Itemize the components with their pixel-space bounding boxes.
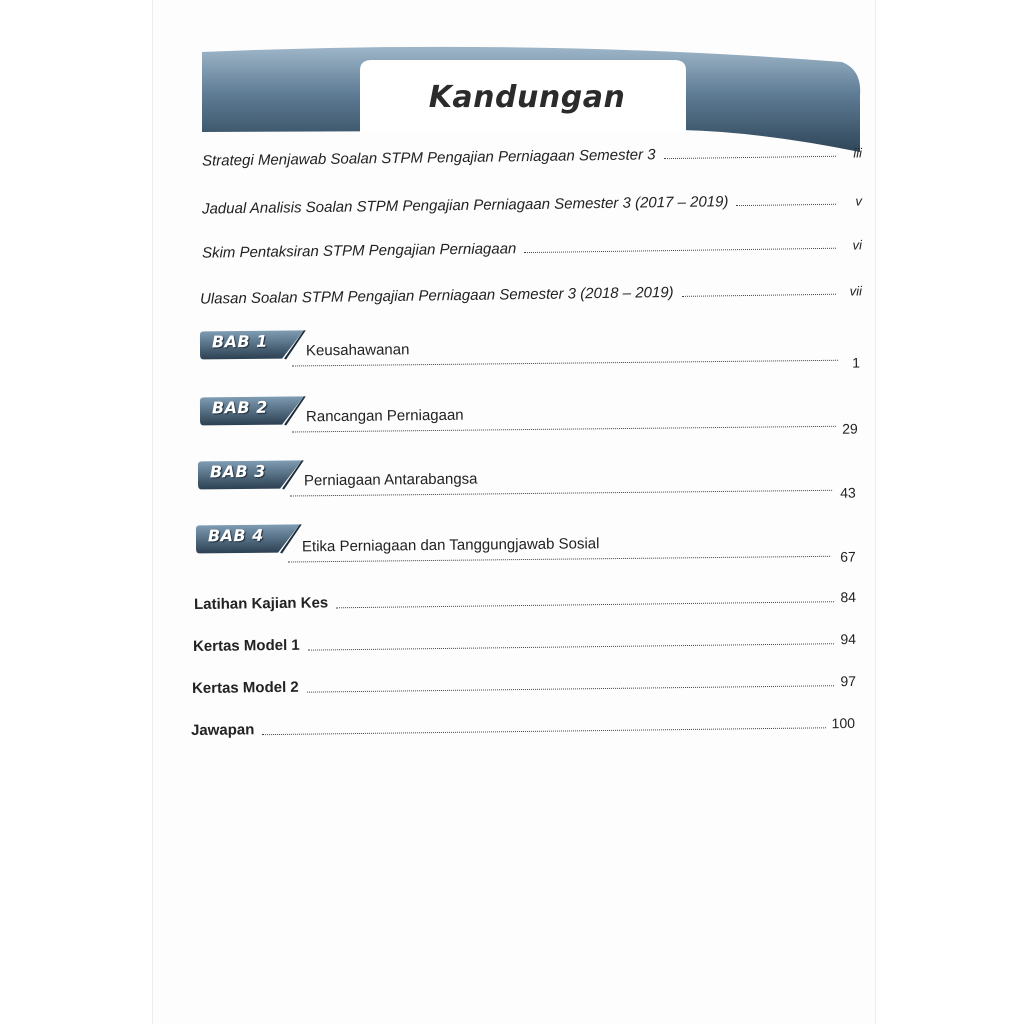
dot-leader: [292, 359, 838, 367]
toc-item-label: Kertas Model 1: [192, 636, 300, 656]
chapter-title: Perniagaan Antarabangsa: [303, 470, 478, 490]
chapter-badge-label: BAB 4: [207, 525, 264, 546]
chapter-badge: [200, 328, 306, 366]
chapter-badge-label: BAB 1: [211, 331, 268, 352]
chapter-badge-label: BAB 3: [209, 461, 266, 482]
chapter-row: [200, 323, 860, 380]
toc-item-page: v: [855, 193, 863, 209]
chapter-title: Etika Perniagaan dan Tanggungjawab Sosial: [301, 535, 600, 556]
dot-leader: [292, 425, 836, 433]
chapter-page: 43: [840, 484, 856, 501]
chapter-row: [198, 453, 858, 510]
dot-leader: [664, 155, 836, 159]
toc-item-label: Jadual Analisis Soalan STPM Pengajian Perniagaan Semester 3 (2017 – 2019): [201, 193, 729, 218]
toc-item-label: Ulasan Soalan STPM Pengajian Perniagaan Semester 3 (2018 – 2019): [199, 284, 674, 308]
chapter-title: Keusahawanan: [305, 341, 410, 360]
toc-item-page: iii: [853, 145, 863, 161]
toc-item-label: Kertas Model 2: [191, 678, 299, 698]
toc-item-label: Strategi Menjawab Soalan STPM Pengajian Perniagaan Semester 3: [201, 146, 656, 170]
chapter-page: 29: [842, 420, 858, 437]
toc-item-page: 94: [840, 630, 857, 648]
dot-leader: [524, 247, 836, 253]
toc-item-label: Jawapan: [190, 721, 255, 740]
chapter-row: [196, 517, 856, 574]
toc-item-label: Latihan Kajian Kes: [193, 594, 329, 614]
chapter-page: 1: [852, 354, 861, 371]
chapter-title: Rancangan Perniagaan: [305, 406, 464, 426]
chapter-badge-label: BAB 2: [211, 397, 268, 418]
toc-item-page: 100: [831, 714, 856, 732]
dot-leader: [682, 293, 836, 297]
chapter-badge: [198, 458, 304, 496]
chapter-badge: [196, 522, 302, 560]
toc-item-page: vii: [849, 283, 863, 299]
header-banner: [202, 40, 862, 152]
dot-leader: [290, 489, 832, 497]
chapter-row: [200, 389, 860, 446]
toc-item-label: Skim Pentaksiran STPM Pengajian Perniagaan: [201, 240, 517, 262]
page-title: Kandungan: [428, 80, 626, 115]
chapter-page: 67: [840, 548, 856, 565]
toc-item-page: vi: [852, 237, 863, 253]
dot-leader: [736, 203, 836, 206]
dot-leader: [288, 555, 830, 563]
chapter-badge: [200, 394, 306, 432]
toc-item-page: 97: [840, 672, 857, 690]
toc-item-page: 84: [840, 588, 857, 606]
